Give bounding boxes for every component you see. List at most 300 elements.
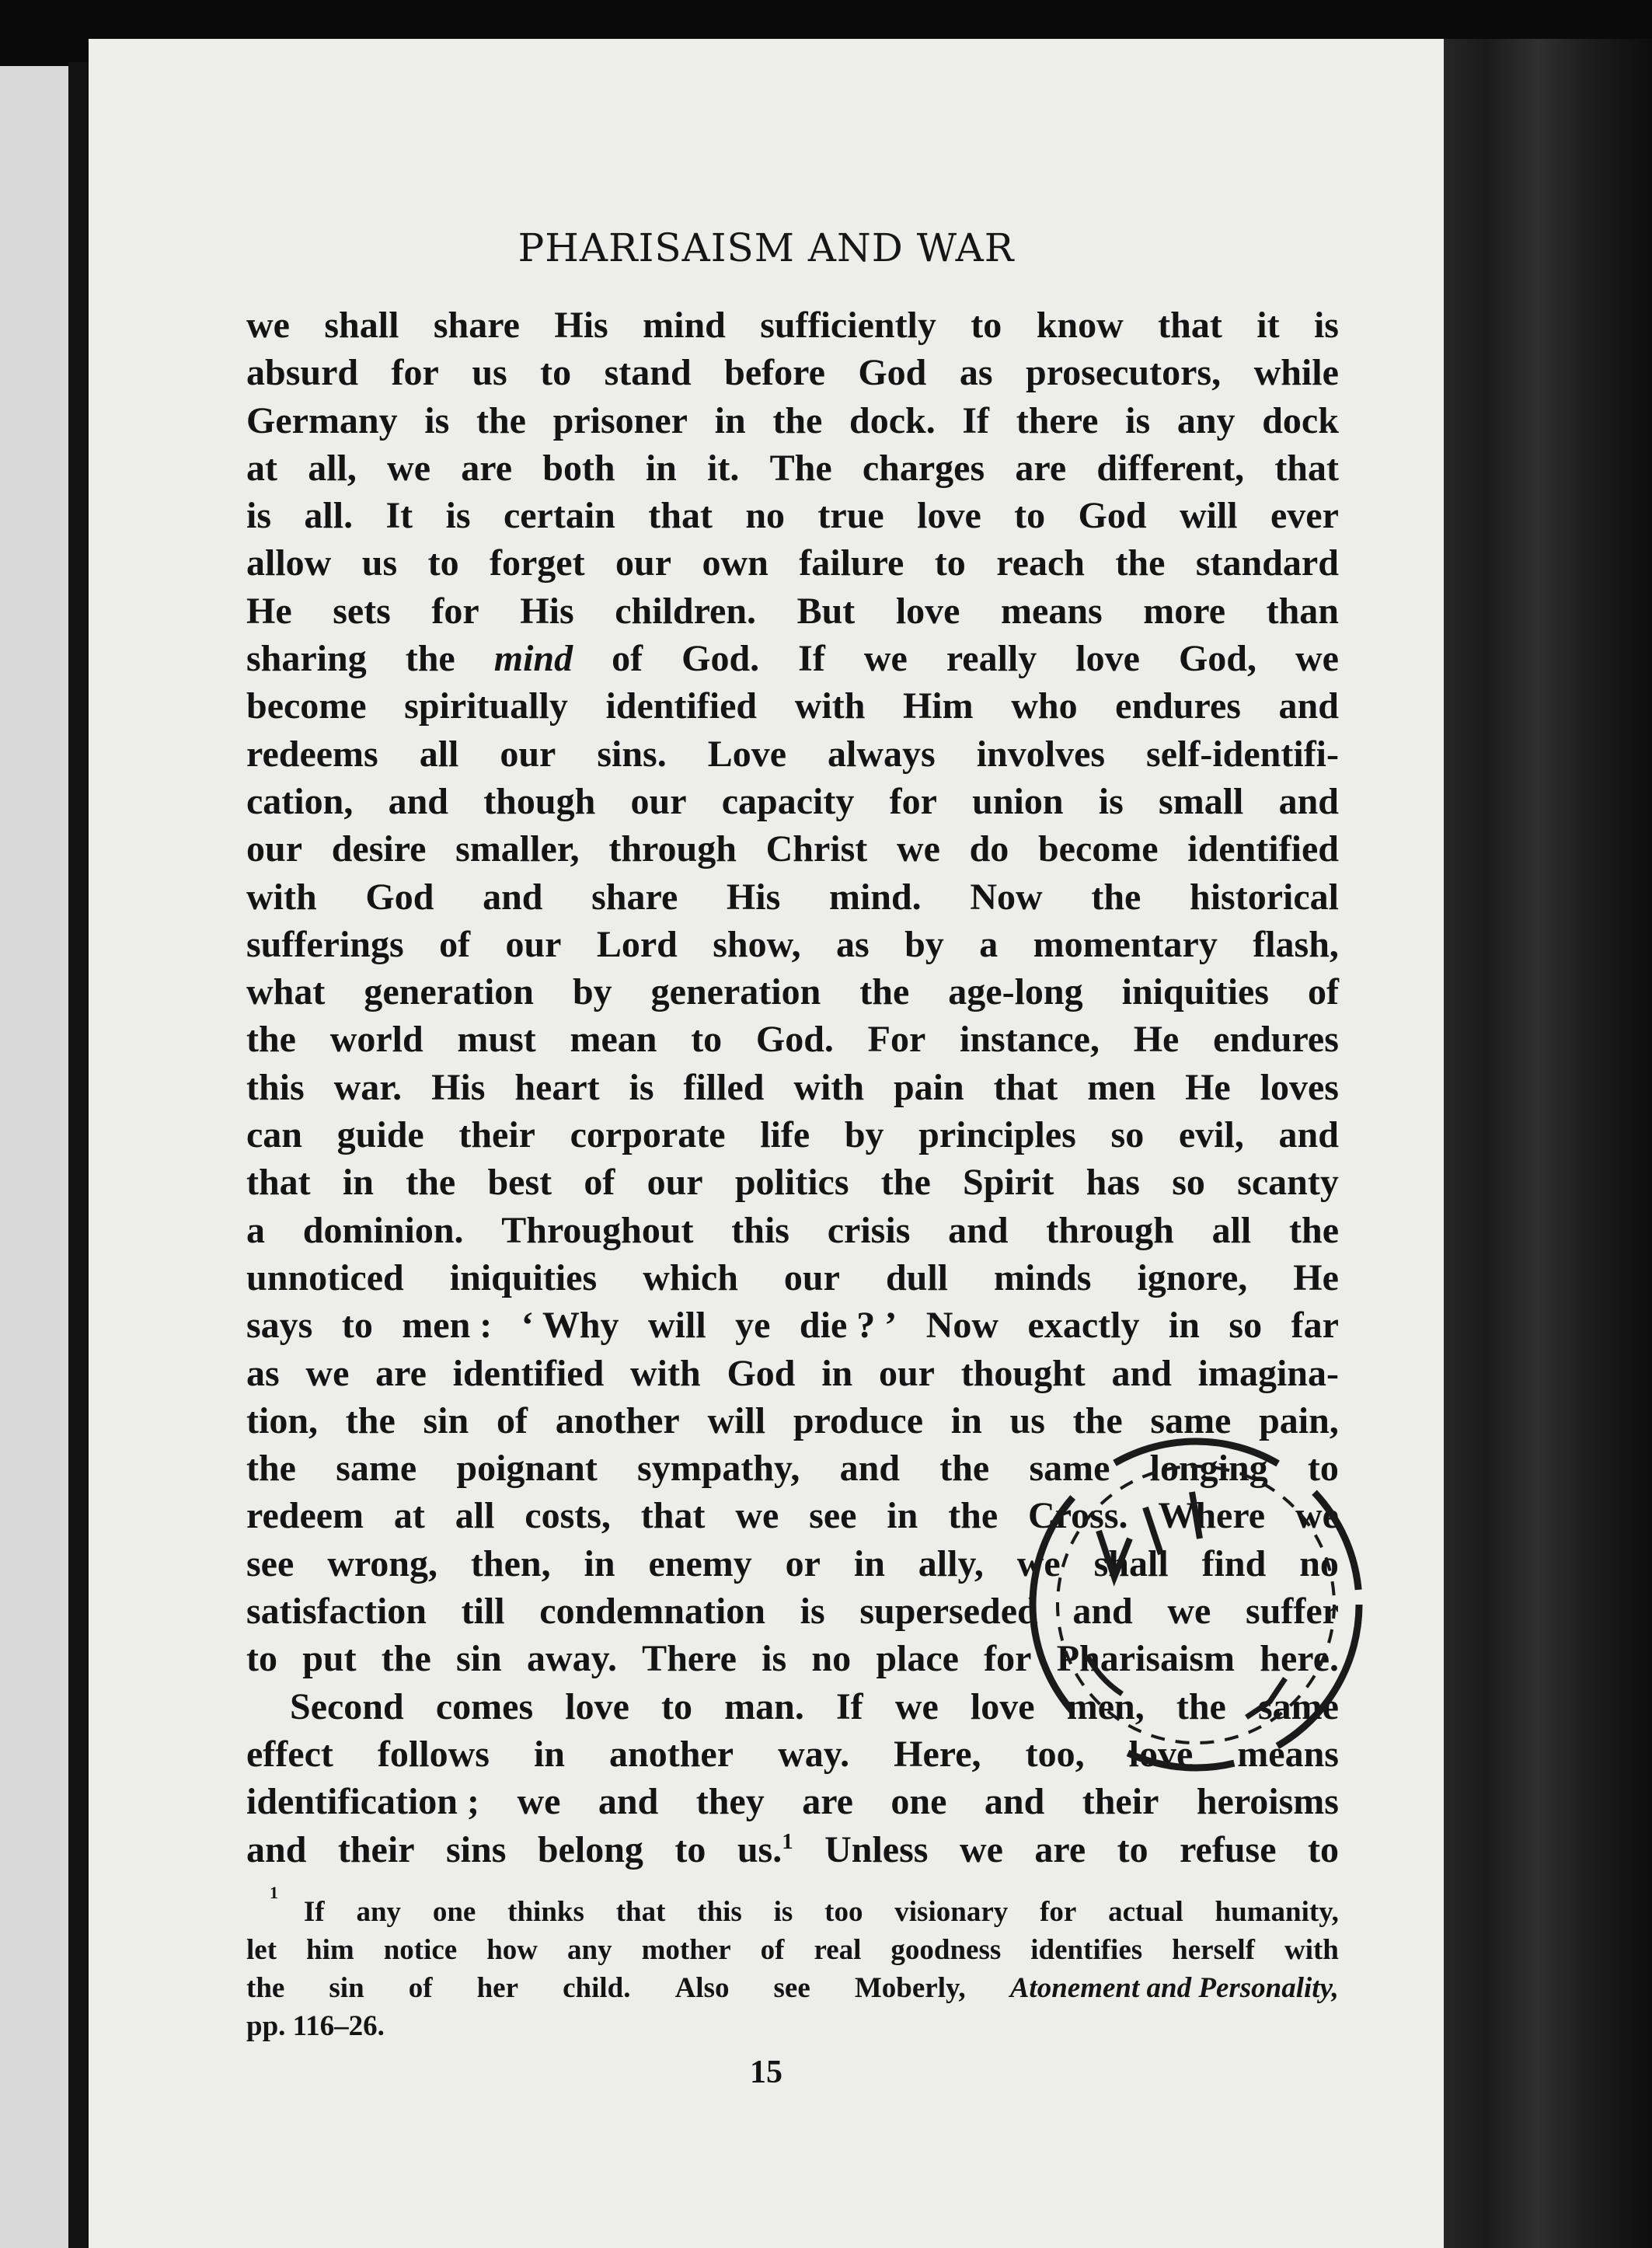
word: in: [950, 1399, 982, 1441]
word: poignant: [456, 1448, 598, 1490]
word: really: [946, 638, 1037, 680]
word: generation: [364, 971, 534, 1013]
word: the: [772, 399, 823, 441]
word: child.: [563, 1972, 631, 2004]
word: notice: [383, 1934, 458, 1966]
word: the: [1289, 1209, 1339, 1251]
word: no: [1299, 1542, 1339, 1584]
word: standard: [1195, 542, 1339, 584]
word: enemy: [648, 1542, 752, 1584]
word: love: [565, 1685, 629, 1727]
word: as: [959, 352, 993, 394]
word: this: [731, 1209, 789, 1251]
word: any: [567, 1934, 612, 1966]
word: one: [432, 1896, 476, 1928]
word: we: [387, 447, 431, 489]
word: corporate: [570, 1114, 726, 1156]
word: are: [1034, 1828, 1086, 1870]
word: the: [246, 1019, 296, 1061]
word: the: [880, 1162, 931, 1204]
word: momentary: [1033, 923, 1218, 965]
text-line: [246, 1588, 1339, 1635]
word: that: [648, 495, 713, 537]
word: dull: [885, 1256, 949, 1298]
book-gutter: [68, 62, 89, 2248]
word: certain: [503, 495, 615, 537]
footnote-line: [246, 1969, 1339, 2007]
word: heart: [514, 1066, 600, 1108]
word: as: [836, 923, 870, 965]
word: He: [246, 590, 292, 632]
word: place: [876, 1638, 959, 1680]
word: His: [431, 1066, 486, 1108]
word: pain,: [1259, 1399, 1339, 1441]
word: us: [1009, 1399, 1045, 1441]
word: ever: [1270, 495, 1339, 537]
word: to: [246, 1638, 277, 1680]
word: filled: [683, 1066, 765, 1108]
word: and: [483, 876, 543, 918]
word: and: [388, 780, 448, 822]
text-line: [246, 444, 1339, 492]
word: him: [306, 1934, 354, 1966]
text-line: [246, 682, 1339, 730]
word: our: [647, 1162, 703, 1204]
word: will: [707, 1399, 766, 1441]
word: the: [1176, 1685, 1226, 1727]
word: prisoner: [552, 399, 688, 441]
word: way.: [778, 1733, 850, 1775]
text-line: [246, 1826, 1339, 1873]
word: and: [1111, 1352, 1172, 1394]
word: to: [934, 542, 966, 584]
word: to: [674, 1828, 706, 1870]
word: sins.: [597, 733, 667, 775]
word: Moberly,: [854, 1972, 966, 2004]
word: refuse: [1180, 1828, 1277, 1870]
footnote: [246, 1883, 1339, 2045]
word: goodness: [890, 1934, 1002, 1966]
page-number: 15: [750, 2055, 782, 2090]
word: longing: [1149, 1448, 1268, 1490]
word: will: [648, 1305, 706, 1347]
word: share: [433, 305, 520, 346]
word: in: [821, 1352, 853, 1394]
word: absurd: [246, 352, 359, 394]
word: belong: [537, 1828, 643, 1870]
word: different,: [1096, 447, 1245, 489]
word: identified: [452, 1352, 605, 1394]
word: one: [890, 1781, 947, 1823]
word: God: [858, 352, 927, 394]
word: is: [1098, 780, 1124, 822]
word: the: [1091, 876, 1141, 918]
word: God: [365, 876, 434, 918]
word: of: [584, 1162, 615, 1204]
word: the: [948, 1495, 999, 1537]
word: more: [1143, 590, 1226, 632]
word: ‘ Why: [521, 1305, 619, 1347]
word: with: [246, 876, 317, 918]
word: sufficiently: [760, 305, 936, 346]
word: are: [461, 447, 513, 489]
word: we: [959, 1828, 1003, 1870]
word: Atonement and Personality,: [1009, 1972, 1339, 2004]
word: all: [455, 1495, 495, 1537]
word: with: [1284, 1934, 1339, 1966]
word: failure: [799, 542, 904, 584]
word: God.: [681, 638, 760, 680]
word: There: [642, 1638, 737, 1680]
word: we: [896, 828, 940, 870]
word: is: [773, 1896, 793, 1928]
word: the: [939, 1448, 990, 1490]
word: comes: [435, 1685, 534, 1727]
word: to: [540, 352, 572, 394]
word: the: [405, 638, 455, 680]
word: at: [246, 447, 277, 489]
word: cation,: [246, 780, 354, 822]
text-line: [246, 1445, 1339, 1492]
word: desire: [331, 828, 427, 870]
word: says: [246, 1305, 313, 1347]
word: men :: [402, 1305, 493, 1347]
word: His: [726, 876, 781, 918]
word: If: [798, 638, 825, 680]
word: are: [375, 1352, 427, 1394]
word: how: [486, 1934, 538, 1966]
word: to: [971, 305, 1002, 346]
word: always: [828, 733, 936, 775]
word: share: [591, 876, 678, 918]
word: actual: [1108, 1896, 1183, 1928]
word: charges: [862, 447, 985, 489]
word: Germany: [246, 399, 398, 441]
word: He: [1185, 1066, 1231, 1108]
word: and: [839, 1448, 901, 1490]
word: suffer: [1246, 1591, 1339, 1633]
word: spiritually: [404, 685, 568, 727]
text-line: [246, 1207, 1339, 1254]
word: flash,: [1253, 923, 1339, 965]
text-line: [246, 1016, 1339, 1063]
word: another: [555, 1399, 680, 1441]
word: is: [424, 399, 450, 441]
word: it: [1256, 305, 1280, 346]
word: must: [457, 1019, 536, 1061]
word: smaller,: [455, 828, 580, 870]
word: is: [1313, 305, 1339, 346]
word: is: [629, 1066, 654, 1108]
word: to: [341, 1305, 373, 1347]
word: the: [406, 1162, 456, 1204]
word: while: [1253, 352, 1339, 394]
word: that: [640, 1495, 706, 1537]
word: Unless: [824, 1828, 929, 1870]
word: away.: [526, 1638, 617, 1680]
word: Spirit: [963, 1162, 1054, 1204]
word: evil,: [1178, 1114, 1244, 1156]
word: too,: [1025, 1733, 1085, 1775]
word: If: [303, 1896, 325, 1928]
word: we: [1016, 1542, 1061, 1584]
word: mean: [570, 1019, 657, 1061]
word: sufferings: [246, 923, 404, 965]
word: costs,: [525, 1495, 611, 1537]
word: unnoticed: [246, 1256, 404, 1298]
word: we: [894, 1685, 939, 1727]
word: become: [246, 685, 367, 727]
word: so: [1229, 1305, 1263, 1347]
word: they: [695, 1781, 765, 1823]
word: before: [724, 352, 825, 394]
word: for: [431, 590, 479, 632]
word: iniquities: [1121, 971, 1270, 1013]
word: are: [1015, 447, 1067, 489]
word: love: [970, 1685, 1035, 1727]
word: children.: [615, 590, 757, 632]
word: redeems: [246, 733, 378, 775]
word: allow: [246, 542, 332, 584]
text-line: [246, 1254, 1339, 1302]
text-line: [246, 1635, 1339, 1682]
word: us.$^1$: [737, 1828, 793, 1870]
word: reach: [996, 542, 1085, 584]
word: It: [385, 495, 413, 537]
word: generation: [650, 971, 821, 1013]
word: own: [702, 542, 768, 584]
word: our: [630, 780, 687, 822]
word: for: [889, 780, 937, 822]
footnote-reference: 1: [782, 1828, 793, 1854]
word: which: [643, 1256, 738, 1298]
facing-page-edge: [0, 66, 68, 2248]
word: the: [859, 971, 910, 1013]
word: and: [598, 1781, 659, 1823]
word: politics: [734, 1162, 849, 1204]
word: become: [1037, 828, 1159, 870]
word: our: [783, 1256, 840, 1298]
word: to: [1014, 495, 1046, 537]
word: this: [697, 1896, 742, 1928]
word: do: [969, 828, 1009, 870]
word: to: [1117, 1828, 1148, 1870]
footnote-line: [246, 1931, 1339, 1969]
word: Love: [707, 733, 787, 775]
word: Where: [1158, 1495, 1266, 1537]
word: we: [305, 1352, 350, 1394]
word: our: [505, 923, 562, 965]
text-line: [246, 730, 1339, 778]
word: guide: [336, 1114, 424, 1156]
word: than: [1266, 590, 1339, 632]
word: same: [1150, 1399, 1232, 1441]
word: Lord: [596, 923, 678, 965]
word: scanty: [1237, 1162, 1339, 1204]
text-line: [246, 873, 1339, 921]
word: for: [1040, 1896, 1077, 1928]
word: too: [824, 1896, 863, 1928]
word: know: [1036, 305, 1124, 346]
word: God,: [1178, 638, 1256, 680]
word: to: [691, 1019, 723, 1061]
word: sins: [445, 1828, 507, 1870]
word: in: [853, 1542, 885, 1584]
word: ally,: [918, 1542, 984, 1584]
text-line: [246, 825, 1339, 873]
text-line: [246, 1492, 1339, 1539]
word: love: [1075, 638, 1140, 680]
word: capacity: [721, 780, 855, 822]
word: satisfaction: [246, 1591, 427, 1633]
word: find: [1201, 1542, 1267, 1584]
text-line: [246, 968, 1339, 1016]
word: to: [661, 1685, 693, 1727]
word: and: [984, 1781, 1045, 1823]
word: Throughout: [501, 1209, 694, 1251]
word: mind: [493, 638, 573, 680]
word: in: [342, 1162, 374, 1204]
word: God: [1078, 495, 1147, 537]
word: that: [246, 1162, 311, 1204]
word: what: [246, 971, 326, 1013]
word: our: [878, 1352, 935, 1394]
word: the: [345, 1399, 396, 1441]
word: minds: [994, 1256, 1092, 1298]
word: Christ: [765, 828, 868, 870]
word: of: [760, 1934, 785, 1966]
word: forget: [490, 542, 585, 584]
word: no: [811, 1638, 852, 1680]
word: us: [361, 542, 398, 584]
word: that: [993, 1066, 1058, 1108]
word: and: [948, 1209, 1009, 1251]
word: in: [887, 1495, 918, 1537]
word: by: [904, 923, 944, 965]
text-line: [246, 539, 1339, 587]
word: loves: [1260, 1066, 1339, 1108]
text-line: [246, 921, 1339, 968]
word: love: [1128, 1733, 1194, 1775]
body-text: [246, 301, 1339, 1873]
word: God.: [755, 1019, 834, 1061]
word: visionary: [894, 1896, 1009, 1928]
word: the: [246, 1972, 285, 2004]
word: we: [1167, 1591, 1211, 1633]
word: in: [533, 1733, 565, 1775]
word: stand: [604, 352, 692, 394]
word: means: [1001, 590, 1103, 632]
word: here.: [1260, 1638, 1339, 1680]
word: same: [1257, 1685, 1339, 1727]
word: all: [1211, 1209, 1252, 1251]
word: humanity,: [1215, 1896, 1339, 1928]
word: condemnation: [539, 1591, 765, 1633]
word: age-long: [948, 971, 1083, 1013]
word: our: [500, 733, 556, 775]
word: of: [612, 638, 643, 680]
word: are: [802, 1781, 853, 1823]
word: God: [727, 1352, 796, 1394]
word: prosecutors,: [1026, 352, 1222, 394]
footnote-marker: 1: [270, 1883, 279, 1902]
word: sympathy,: [637, 1448, 800, 1490]
text-line: [246, 1064, 1339, 1111]
word: her: [476, 1972, 519, 2004]
word: that: [1158, 305, 1222, 346]
footnote-line: [246, 2007, 1339, 2045]
text-line: [246, 1730, 1339, 1778]
word: sets: [333, 590, 391, 632]
word: the: [381, 1638, 431, 1680]
word: dock.: [849, 399, 936, 441]
text-line: [246, 635, 1339, 682]
word: another: [609, 1733, 734, 1775]
word: has: [1086, 1162, 1140, 1204]
word: crisis: [827, 1209, 911, 1251]
word: Also: [674, 1972, 730, 2004]
word: same: [1029, 1448, 1110, 1490]
word: thought: [960, 1352, 1086, 1394]
word: thinks: [507, 1896, 584, 1928]
word: any: [1176, 399, 1236, 441]
word: to: [1308, 1828, 1339, 1870]
word: in: [1168, 1305, 1200, 1347]
word: the: [476, 399, 526, 441]
word: who: [1011, 685, 1078, 727]
word: will: [1179, 495, 1238, 537]
word: He: [1133, 1019, 1180, 1061]
word: men: [1087, 1066, 1156, 1108]
word: principles: [918, 1114, 1076, 1156]
word: Now: [925, 1305, 999, 1347]
word: historical: [1190, 876, 1339, 918]
word: pp. 116–26.: [246, 2010, 385, 2042]
word: sharing: [246, 638, 367, 680]
word: ye: [735, 1305, 771, 1347]
word: For: [867, 1019, 926, 1061]
word: we: [517, 1781, 561, 1823]
word: far: [1291, 1305, 1339, 1347]
word: produce: [793, 1399, 923, 1441]
word: with: [630, 1352, 701, 1394]
word: all,: [308, 447, 357, 489]
word: so: [1110, 1114, 1145, 1156]
word: put: [302, 1638, 357, 1680]
word: dock: [1262, 399, 1339, 441]
word: iniquities: [449, 1256, 598, 1298]
word: life: [760, 1114, 810, 1156]
word: till: [461, 1591, 505, 1633]
word: and: [246, 1828, 307, 1870]
text-line: [246, 1540, 1339, 1588]
word: superseded: [859, 1591, 1038, 1633]
word: true: [817, 495, 884, 537]
word: with: [794, 685, 866, 727]
word: the: [1115, 542, 1166, 584]
word: and: [1072, 1591, 1133, 1633]
word: for: [984, 1638, 1032, 1680]
word: we: [246, 305, 290, 346]
text-line: [246, 1683, 1339, 1730]
text-line: [246, 397, 1339, 444]
word: in: [714, 399, 746, 441]
text-line: [246, 301, 1339, 349]
text-line: [246, 1159, 1339, 1206]
word: the: [1072, 1399, 1123, 1441]
word: heroisms: [1196, 1781, 1339, 1823]
text-line: [246, 349, 1339, 396]
